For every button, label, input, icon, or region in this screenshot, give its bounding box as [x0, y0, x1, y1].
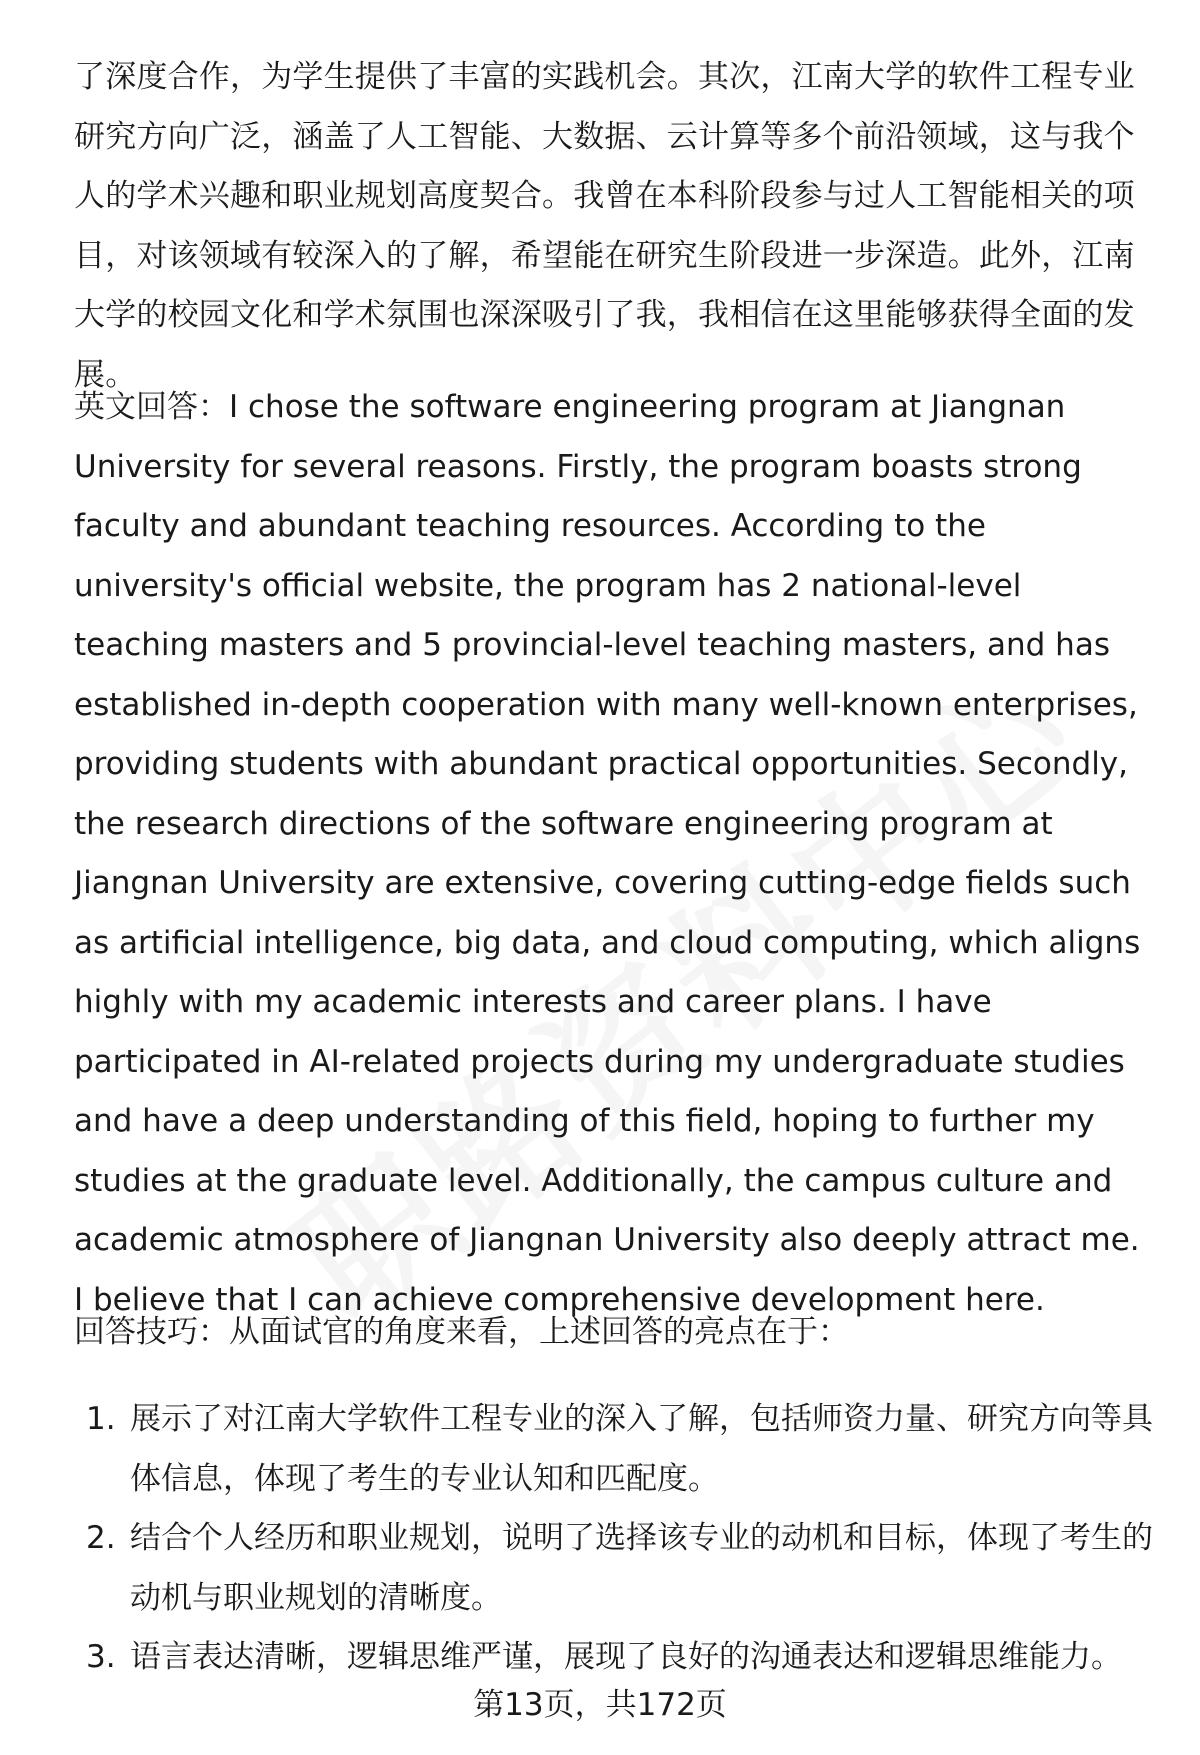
en-answer-label: 英文回答：: [74, 389, 229, 425]
tips-intro-text: 从面试官的角度来看，上述回答的亮点在于：: [229, 1314, 849, 1350]
list-item-number: 2.: [86, 1520, 116, 1556]
list-item-text: 展示了对江南大学软件工程专业的深入了解，包括师资力量、研究方向等具体信息，体现了考生的专业认知和匹配度。: [130, 1401, 1153, 1497]
list-item: [74, 1628, 1154, 1688]
tips-list: [74, 1390, 1154, 1688]
list-item: [74, 1390, 1154, 1509]
tips-intro-paragraph: [74, 1303, 1154, 1363]
list-item: [74, 1509, 1154, 1628]
cn-answer-paragraph: 了深度合作，为学生提供了丰富的实践机会。其次，江南大学的软件工程专业研究方向广泛，涵盖了人工智能、大数据、云计算等多个前沿领域，这与我个人的学术兴趣和职业规划高度契合。我曾在本科阶段参与过人工智能相关的项目，对该领域有较深入的了解，希望能在研究生阶段进一步深造。此外，江南大学的校园文化和学术氛围也深深吸引了我，我相信在这里能够获得全面的发展。: [74, 59, 1135, 393]
en-answer-paragraph: [74, 378, 1154, 1330]
list-item-number: 3.: [86, 1639, 116, 1675]
list-item-text: 语言表达清晰，逻辑思维严谨，展现了良好的沟通表达和逻辑思维能力。: [130, 1639, 1122, 1675]
list-item-number: 1.: [86, 1401, 116, 1437]
en-answer-text: I chose the software engineering program at Jiangnan University for several reasons. Firstly, the program boasts strong faculty and abundant teaching resources. According to the university's official website, the program has 2 national-level teaching masters and 5 provincial-level teaching masters, and has established in-depth cooperation with many well-known enterprises, providing students with abundant practical opportunities. Secondly, the research directions of the software engineering program at Jiangnan University are extensive, covering cutting-edge fields such as artificial intelligence, big data, and cloud computing, which aligns highly with my academic interests and career plans. I have participated in AI-related projects during my undergraduate studies and have a deep understanding of this field, hoping to further my studies at the graduate level. Additionally, the campus culture and academic atmosphere of Jiangnan University also deeply attract me. I believe that I can achieve comprehensive development here.: [74, 389, 1141, 1318]
tips-label: 回答技巧：: [74, 1314, 229, 1350]
list-item-text: 结合个人经历和职业规划，说明了选择该专业的动机和目标，体现了考生的动机与职业规划的清晰度。: [130, 1520, 1153, 1616]
page-indicator: 第13页，共172页: [473, 1687, 727, 1723]
